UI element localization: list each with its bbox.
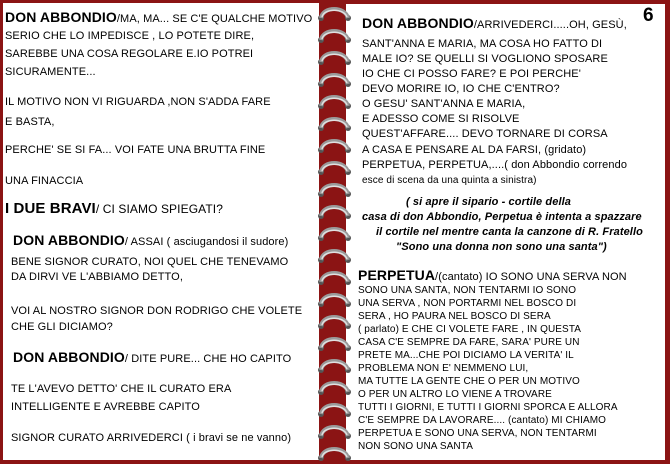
- dialogue-line: CASA C'E SEMPRE DA FARE, SARA' PURE UN: [358, 337, 580, 348]
- dialogue-line: E BASTA,: [5, 116, 55, 128]
- spiral-ring: [318, 295, 351, 307]
- spiral-ring: [318, 185, 351, 197]
- dialogue-text: /MA, MA... SE C'E QUALCHE MOTIVO: [116, 13, 313, 25]
- spiral-ring: [318, 119, 351, 131]
- dialogue-line: IL MOTIVO NON VI RIGUARDA ,NON S'ADDA FARE: [5, 96, 271, 108]
- dialogue-line: SANT'ANNA E MARIA, MA COSA HO FATTO DI: [362, 38, 603, 50]
- stage-direction-line: ( si apre il sipario - cortile della: [406, 196, 571, 208]
- dialogue-line: MALE IO? SE QUELLI SI VOGLIONO SPOSARE: [362, 53, 608, 65]
- dialogue-line: PERPETUA, PERPETUA,....( don Abbondio correndo: [362, 159, 628, 171]
- spiral-ring: [318, 251, 351, 263]
- dialogue-line: PERCHE' SE SI FA... VOI FATE UNA BRUTTA FINE: [5, 144, 266, 156]
- spiral-ring: [318, 75, 351, 87]
- spiral-ring: [318, 405, 351, 417]
- dialogue-text: /ARRIVEDERCI.....OH, GESÙ,: [473, 19, 627, 31]
- speaker-label: I DUE BRAVI: [5, 200, 96, 217]
- stage-direction-line: casa di don Abbondio, Perpetua è intenta a spazzare: [362, 211, 642, 223]
- speaker-label: DON ABBONDIO: [13, 349, 125, 365]
- right-page: [346, 4, 665, 460]
- spiral-ring: [318, 361, 351, 373]
- left-line: [5, 11, 312, 26]
- dialogue-line: MA TUTTE LA GENTE CHE O PER UN MOTIVO: [358, 376, 580, 387]
- speaker-label: DON ABBONDIO: [13, 232, 125, 248]
- dialogue-line: SERA , HO PAURA NEL BOSCO DI SERA: [358, 311, 551, 322]
- dialogue-line: E ADESSO COME SI RISOLVE: [362, 113, 520, 125]
- spiral-ring: [318, 53, 351, 65]
- dialogue-line: TUTTI I GIORNI, E TUTTI I GIORNI SPORCA E ALLORA: [358, 402, 618, 413]
- spiral-ring: [318, 339, 351, 351]
- dialogue-line: IO CHE CI POSSO FARE? E POI PERCHE': [362, 68, 581, 80]
- dialogue-line: O PER UN ALTRO LO VIENE A TROVARE: [358, 389, 552, 400]
- dialogue-line: SONO UNA SANTA, NON TENTARMI IO SONO: [358, 285, 577, 296]
- spiral-binding: [315, 0, 353, 464]
- dialogue-line: QUEST'AFFARE.... DEVO TORNARE DI CORSA: [362, 128, 608, 140]
- spiral-ring: [318, 229, 351, 241]
- dialogue-text: / CI SIAMO SPIEGATI?: [95, 202, 223, 216]
- speaker-label: DON ABBONDIO: [362, 15, 474, 31]
- dialogue-line: PRETE MA...CHE POI DICIAMO LA VERITA' IL: [358, 350, 574, 361]
- dialogue-line: SIGNOR CURATO ARRIVEDERCI ( i bravi se ne vanno): [11, 432, 292, 444]
- dialogue-line: UNA FINACCIA: [5, 175, 84, 187]
- spiral-ring: [318, 427, 351, 439]
- left-line: [13, 351, 291, 366]
- dialogue-line: CHE GLI DICIAMO?: [11, 321, 113, 333]
- dialogue-line: NON SONO UNA SANTA: [358, 441, 473, 452]
- dialogue-text: / DITE PURE... CHE HO CAPITO: [124, 353, 292, 365]
- spiral-ring: [318, 97, 351, 109]
- dialogue-line: DA DIRVI VE L'ABBIAMO DETTO,: [11, 271, 183, 283]
- speaker-label: PERPETUA: [358, 267, 436, 283]
- dialogue-line: PROBLEMA NON E' NEMMENO LUI,: [358, 363, 529, 374]
- spiral-ring: [318, 9, 351, 21]
- dialogue-line: BENE SIGNOR CURATO, NOI QUEL CHE TENEVAMO: [11, 256, 289, 268]
- page-number: 6: [643, 5, 654, 26]
- dialogue-line: ( parlato) E CHE CI VOLETE FARE , IN QUESTA: [358, 324, 582, 335]
- dialogue-line: PERPETUA E SONO UNA SERVA, NON TENTARMI: [358, 428, 597, 439]
- spiral-ring: [318, 207, 351, 219]
- speaker-label: DON ABBONDIO: [5, 9, 117, 25]
- spiral-ring: [318, 383, 351, 395]
- dialogue-line: C'E SEMPRE DA LAVORARE.... (cantato) MI CHIAMO: [358, 415, 607, 426]
- dialogue-line: VOI AL NOSTRO SIGNOR DON RODRIGO CHE VOLETE: [11, 305, 303, 317]
- spiral-ring: [318, 141, 351, 153]
- left-line: [5, 202, 223, 217]
- dialogue-line: SERIO CHE LO IMPEDISCE , LO POTETE DIRE,: [5, 30, 255, 42]
- dialogue-line: SICURAMENTE...: [5, 66, 96, 78]
- dialogue-text: /(cantato) IO SONO UNA SERVA NON: [435, 271, 627, 283]
- spiral-ring: [318, 317, 351, 329]
- dialogue-line: esce di scena da una quinta a sinistra): [362, 175, 537, 186]
- left-page: [3, 3, 319, 460]
- dialogue-line: DEVO MORIRE IO, IO CHE C'ENTRO?: [362, 83, 560, 95]
- stage-direction-line: "Sono una donna non sono una santa"): [396, 241, 607, 253]
- right-line: [358, 269, 627, 284]
- spiral-ring: [318, 449, 351, 461]
- dialogue-line: SAREBBE UNA COSA REGOLARE E.IO POTREI: [5, 48, 254, 60]
- dialogue-text: / ASSAI ( asciugandosi il sudore): [124, 236, 289, 248]
- spiral-ring: [318, 31, 351, 43]
- dialogue-line: TE L'AVEVO DETTO' CHE IL CURATO ERA: [11, 383, 232, 395]
- dialogue-line: O GESU' SANT'ANNA E MARIA,: [362, 98, 526, 110]
- dialogue-line: INTELLIGENTE E AVREBBE CAPITO: [11, 401, 200, 413]
- spiral-ring: [318, 273, 351, 285]
- spiral-ring: [318, 163, 351, 175]
- dialogue-line: UNA SERVA , NON PORTARMI NEL BOSCO DI: [358, 298, 577, 309]
- dialogue-line: A CASA E PENSARE AL DA FARSI, (gridato): [362, 144, 587, 156]
- left-line: [13, 234, 288, 249]
- stage-direction-line: il cortile nel mentre canta la canzone di R. Fratello: [376, 226, 643, 238]
- right-line: [362, 17, 627, 32]
